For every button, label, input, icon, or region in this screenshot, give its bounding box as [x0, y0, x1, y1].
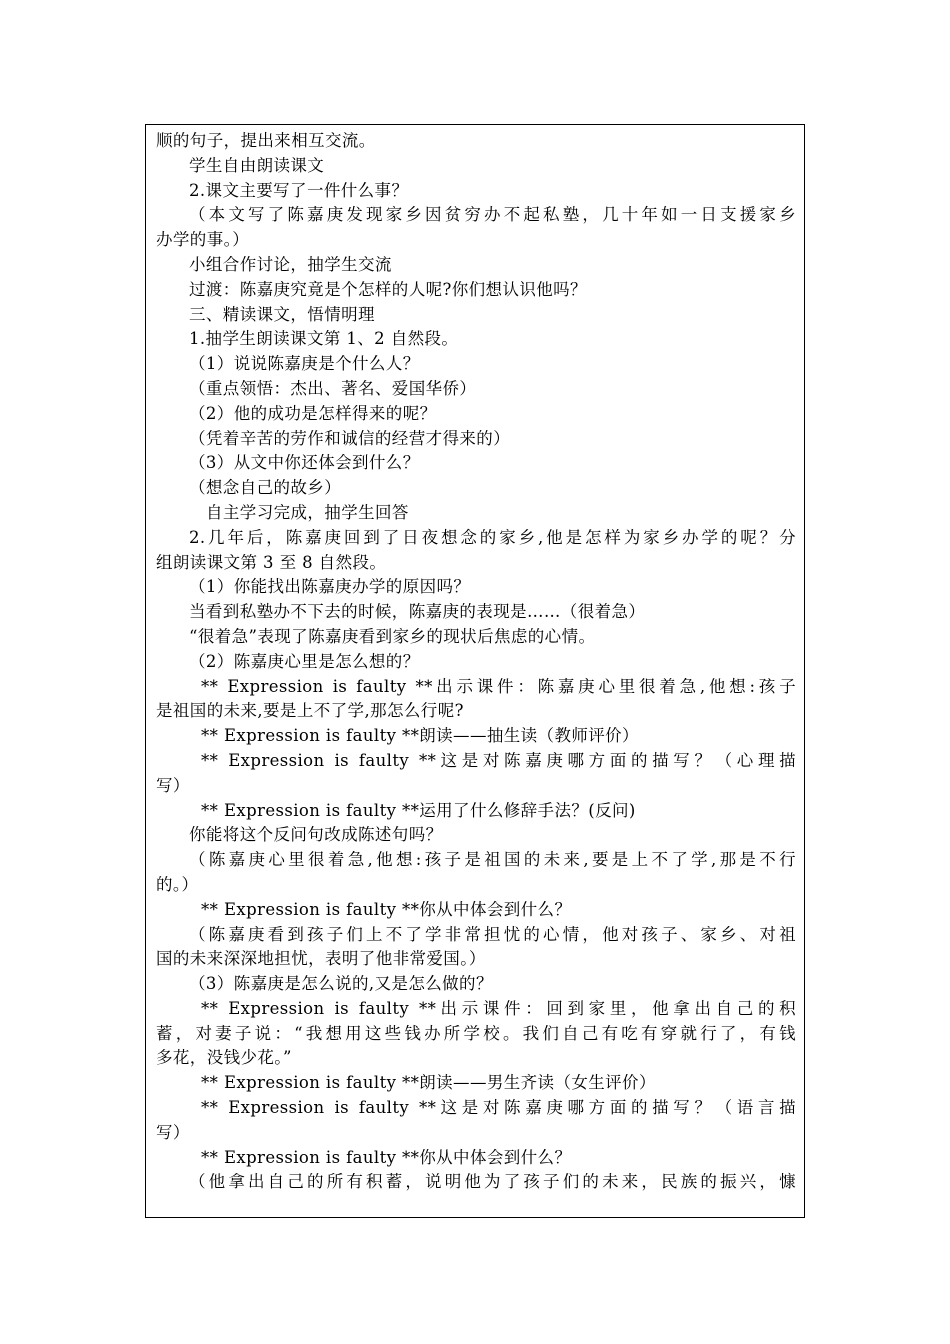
text-line: （陈嘉庚心里很着急,他想:孩子是祖国的未来,要是上不了学,那是不行	[189, 850, 796, 870]
text-line: 过渡：陈嘉庚究竟是个怎样的人呢?你们想认识他吗？	[189, 279, 587, 299]
text-line: 三、精读课文，悟情明理	[189, 304, 375, 324]
text-line: 是祖国的未来,要是上不了学,那怎么行呢?	[156, 701, 464, 721]
text-line: ** Expression is faulty **朗读——抽生读（教师评价）	[201, 726, 639, 746]
text-line: 学生自由朗读课文	[189, 155, 325, 175]
text-line: 小组合作讨论，抽学生交流	[189, 254, 392, 274]
text-line: （2）他的成功是怎样得来的呢？	[189, 403, 437, 423]
text-line: 国的未来深深地担忧，表明了他非常爱国。）	[156, 949, 486, 969]
document-frame	[145, 124, 805, 1218]
text-line: （凭着辛苦的劳作和诚信的经营才得来的）	[189, 428, 511, 448]
text-line: 组朗读课文第 3 至 8 自然段。	[156, 552, 387, 572]
text-line: （陈嘉庚看到孩子们上不了学非常担忧的心情，他对孩子、家乡、对祖	[189, 924, 796, 944]
text-line: 写）	[156, 775, 190, 795]
text-line: （3）陈嘉庚是怎么说的,又是怎么做的？	[189, 974, 493, 994]
text-line: （重点领悟：杰出、著名、爱国华侨）	[189, 378, 477, 398]
text-line: 当看到私塾办不下去的时候，陈嘉庚的表现是……（很着急）	[189, 602, 646, 622]
text-line: ** Expression is faulty **这是对陈嘉庚哪方面的描写？（心理描	[201, 750, 796, 770]
text-line: 多花，没钱少花。”	[156, 1048, 292, 1068]
text-line: 你能将这个反问句改成陈述句吗？	[189, 825, 443, 845]
text-line: （3）从文中你还体会到什么？	[189, 453, 420, 473]
text-line: 蓄，对妻子说：“我想用这些钱办所学校。我们自己有吃有穿就行了，有钱	[156, 1023, 796, 1043]
document-body	[156, 129, 796, 1195]
text-line: “很着急”表现了陈嘉庚看到家乡的现状后焦虑的心情。	[189, 626, 596, 646]
text-line: 写）	[156, 1122, 190, 1142]
text-line: 2.几年后，陈嘉庚回到了日夜想念的家乡,他是怎样为家乡办学的呢？分	[189, 527, 796, 547]
text-line: （1）你能找出陈嘉庚办学的原因吗？	[189, 577, 471, 597]
text-line: （他拿出自己的所有积蓄，说明他为了孩子们的未来，民族的振兴，慷	[189, 1172, 796, 1192]
text-line: ** Expression is faulty **你从中体会到什么？	[201, 1147, 572, 1167]
text-line: ** Expression is faulty **朗读——男生齐读（女生评价）	[201, 1073, 656, 1093]
text-line: 的。）	[156, 874, 199, 894]
text-line: 2.课文主要写了一件什么事？	[189, 180, 409, 200]
text-line: 1.抽学生朗读课文第 1、2 自然段。	[189, 329, 459, 349]
text-line: ** Expression is faulty **你从中体会到什么？	[201, 899, 572, 919]
text-line: ** Expression is faulty **出示课件：回到家里，他拿出自己的积	[201, 998, 796, 1018]
text-line: ** Expression is faulty **运用了什么修辞手法？(反问)	[201, 800, 636, 820]
text-line: （1）说说陈嘉庚是个什么人？	[189, 354, 420, 374]
text-line: （本文写了陈嘉庚发现家乡因贫穷办不起私塾，几十年如一日支援家乡	[189, 205, 796, 225]
text-line: 自主学习完成，抽学生回答	[206, 502, 409, 522]
text-line: （2）陈嘉庚心里是怎么想的？	[189, 651, 420, 671]
text-line: ** Expression is faulty **出示课件：陈嘉庚心里很着急,他想:孩子	[201, 676, 796, 696]
text-line: （想念自己的故乡）	[189, 478, 342, 498]
text-line: ** Expression is faulty **这是对陈嘉庚哪方面的描写？（语言描	[201, 1098, 796, 1118]
text-line: 顺的句子，提出来相互交流。	[156, 131, 376, 150]
text-line: 办学的事。）	[156, 230, 250, 250]
